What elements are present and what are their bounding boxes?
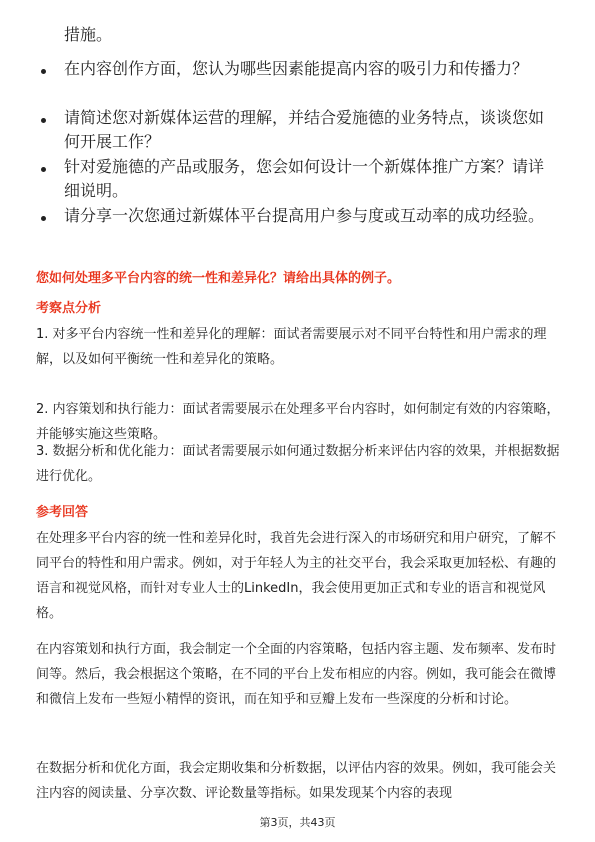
answer-paragraph: 在数据分析和优化方面，我会定期收集和分析数据，以评估内容的效果。例如，我可能会关注内容的阅读量、分享次数、评论数量等指标。如果发现某个内容的表现 [36,761,557,801]
bullet-item: 在内容创作方面，您认为哪些因素能提高内容的吸引力和传播力？ [64,59,529,78]
bullet-dot-icon [41,167,46,172]
bullet-item: 请简述您对新媒体运营的理解，并结合爱施德的业务特点，谈谈您如何开展工作？ [64,108,545,151]
analysis-point: 2. 内容策划和执行能力：面试者需要展示在处理多平台内容时，如何制定有效的内容策略，并能够实施这些策略。 [36,402,560,442]
bullet-continuation: 措施。 [64,25,113,44]
bullet-item: 请分享一次您通过新媒体平台提高用户参与度或互动率的成功经验。 [64,206,545,225]
analysis-point: 3. 数据分析和优化能力：面试者需要展示如何通过数据分析来评估内容的效果，并根据数据进行优化。 [36,444,560,484]
bullet-dot-icon [41,216,46,221]
answer-paragraph: 在处理多平台内容的统一性和差异化时，我首先会进行深入的市场研究和用户研究，了解不同平台的特性和用户需求。例如，对于年轻人为主的社交平台，我会采取更加轻松、有趣的语言和视觉风格，而针对专业人士的LinkedIn，我会使用更加正式和专业的语言和视觉风格。 [36,531,557,621]
question-title: 您如何处理多平台内容的统一性和差异化？请给出具体的例子。 [36,271,401,286]
page-number: 第3页，共43页 [259,816,336,829]
bullet-dot-icon [41,118,46,123]
analysis-heading: 考察点分析 [36,301,102,316]
answer-paragraph: 在内容策划和执行方面，我会制定一个全面的内容策略，包括内容主题、发布频率、发布时间等。然后，我会根据这个策略，在不同的平台上发布相应的内容。例如，我可能会在微博和微信上发布一些短小精悍的资讯，而在知乎和豆瓣上发布一些深度的分析和讨论。 [36,642,557,707]
answer-heading: 参考回答 [36,505,89,520]
bullet-dot-icon [41,69,46,74]
analysis-point: 1. 对多平台内容统一性和差异化的理解：面试者需要展示对不同平台特性和用户需求的理解，以及如何平衡统一性和差异化的策略。 [36,327,547,367]
bullet-item: 针对爱施德的产品或服务，您会如何设计一个新媒体推广方案？请详细说明。 [64,157,545,200]
